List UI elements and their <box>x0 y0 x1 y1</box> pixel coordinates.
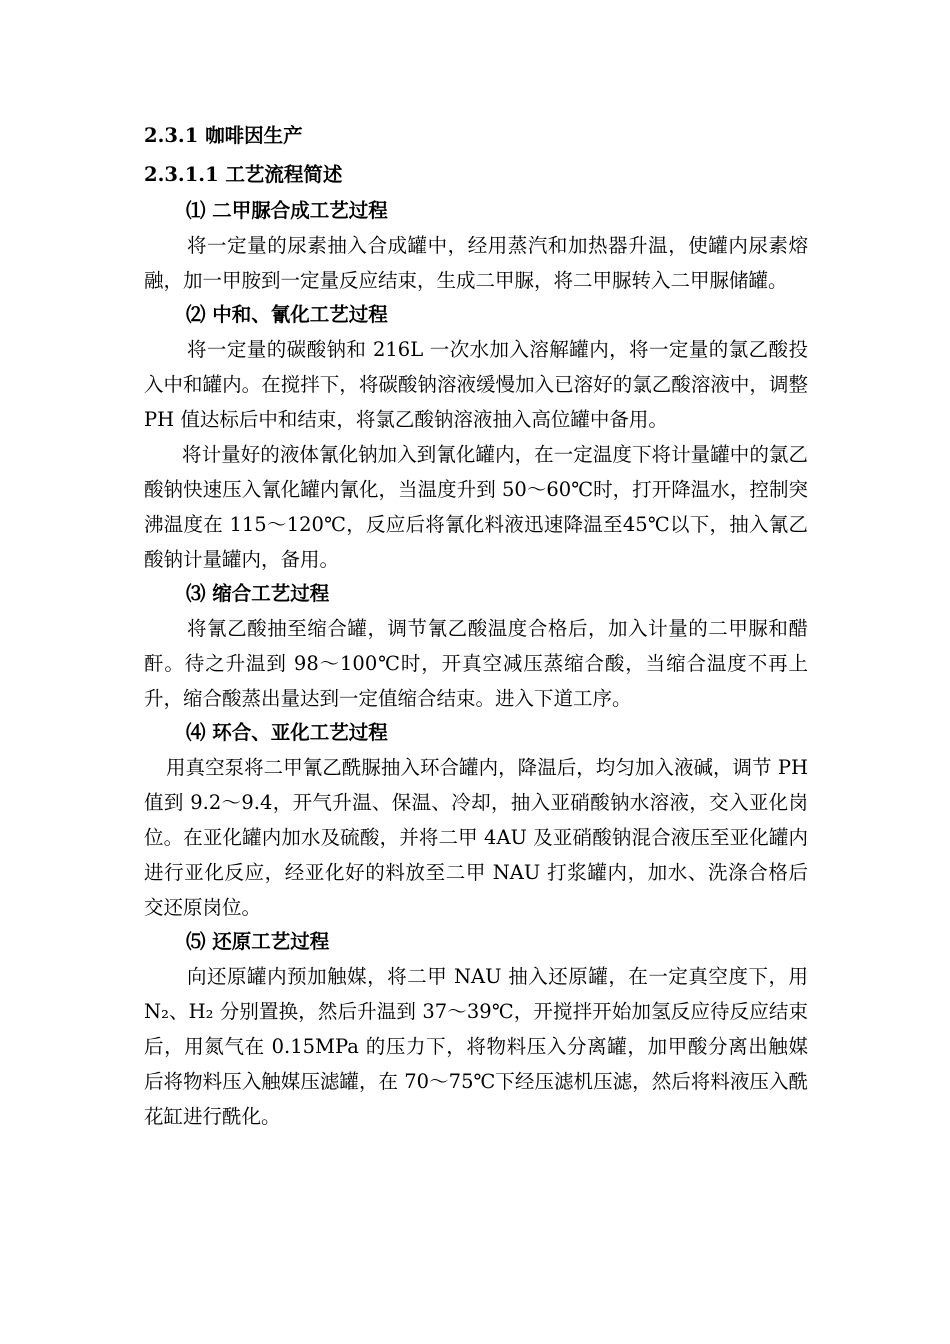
step-4-heading: ⑷ 环合、亚化工艺过程 <box>186 721 388 744</box>
subsection-heading: 2.3.1.1 工艺流程简述 <box>144 163 343 186</box>
step-2-paragraph-1: 将一定量的碳酸钠和 216L 一次水加入溶解罐内，将一定量的氯乙酸投入中和罐内。在搅拌下，将碳酸钠溶液缓慢加入已溶好的氯乙酸溶液中，调整 PH 值达标后中和结束，将氯乙酸钠溶液抽入高位罐中备用。 <box>144 338 808 431</box>
step-2-heading: ⑵ 中和、氰化工艺过程 <box>186 303 388 326</box>
section-heading: 2.3.1 咖啡因生产 <box>144 124 303 147</box>
step-3-paragraph: 将氰乙酸抽至缩合罐，调节氰乙酸温度合格后，加入计量的二甲脲和醋酐。待之升温到 98～100℃时，开真空减压蒸缩合酸，当缩合温度不再上升，缩合酸蒸出量达到一定值缩合结束。进入下道工序。 <box>144 617 808 710</box>
step-5-heading: ⑸ 还原工艺过程 <box>186 930 330 953</box>
step-5-paragraph: 向还原罐内预加触媒，将二甲 NAU 抽入还原罐，在一定真空度下，用 N₂、H₂ 分别置换，然后升温到 37～39℃，开搅拌开始加氢反应待反应结束后，用氮气在 0.15MPa 的压力下，将物料压入分离罐，加甲酸分离出触媒后将物料压入触媒压滤罐，在 70～75℃下经压滤机压滤，然后将料液压入酰花缸进行酰化。 <box>144 965 808 1128</box>
step-1-paragraph: 将一定量的尿素抽入合成罐中，经用蒸汽和加热器升温，使罐内尿素熔融，加一甲胺到一定量反应结束，生成二甲脲，将二甲脲转入二甲脲储罐。 <box>144 234 808 292</box>
step-1-heading: ⑴ 二甲脲合成工艺过程 <box>186 199 388 222</box>
step-3-heading: ⑶ 缩合工艺过程 <box>186 582 330 605</box>
step-4-paragraph: 用真空泵将二甲氰乙酰脲抽入环合罐内，降温后，均匀加入液碱，调节 PH 值到 9.2～9.4，开气升温、保温、冷却，抽入亚硝酸钠水溶液，交入亚化岗位。在亚化罐内加水及硫酸，并将二甲 4AU 及亚硝酸钠混合液压至亚化罐内进行亚化反应，经亚化好的料放至二甲 NAU 打浆罐内，加水、洗涤合格后交还原岗位。 <box>144 756 808 919</box>
document-page <box>144 116 808 1134</box>
step-2-paragraph-2: 将计量好的液体氰化钠加入到氰化罐内，在一定温度下将计量罐中的氯乙酸钠快速压入氰化罐内氰化，当温度升到 50～60℃时，打开降温水，控制突沸温度在 115～120℃，反应后将氰化料液迅速降温至45℃以下，抽入氰乙酸钠计量罐内，备用。 <box>144 443 808 571</box>
